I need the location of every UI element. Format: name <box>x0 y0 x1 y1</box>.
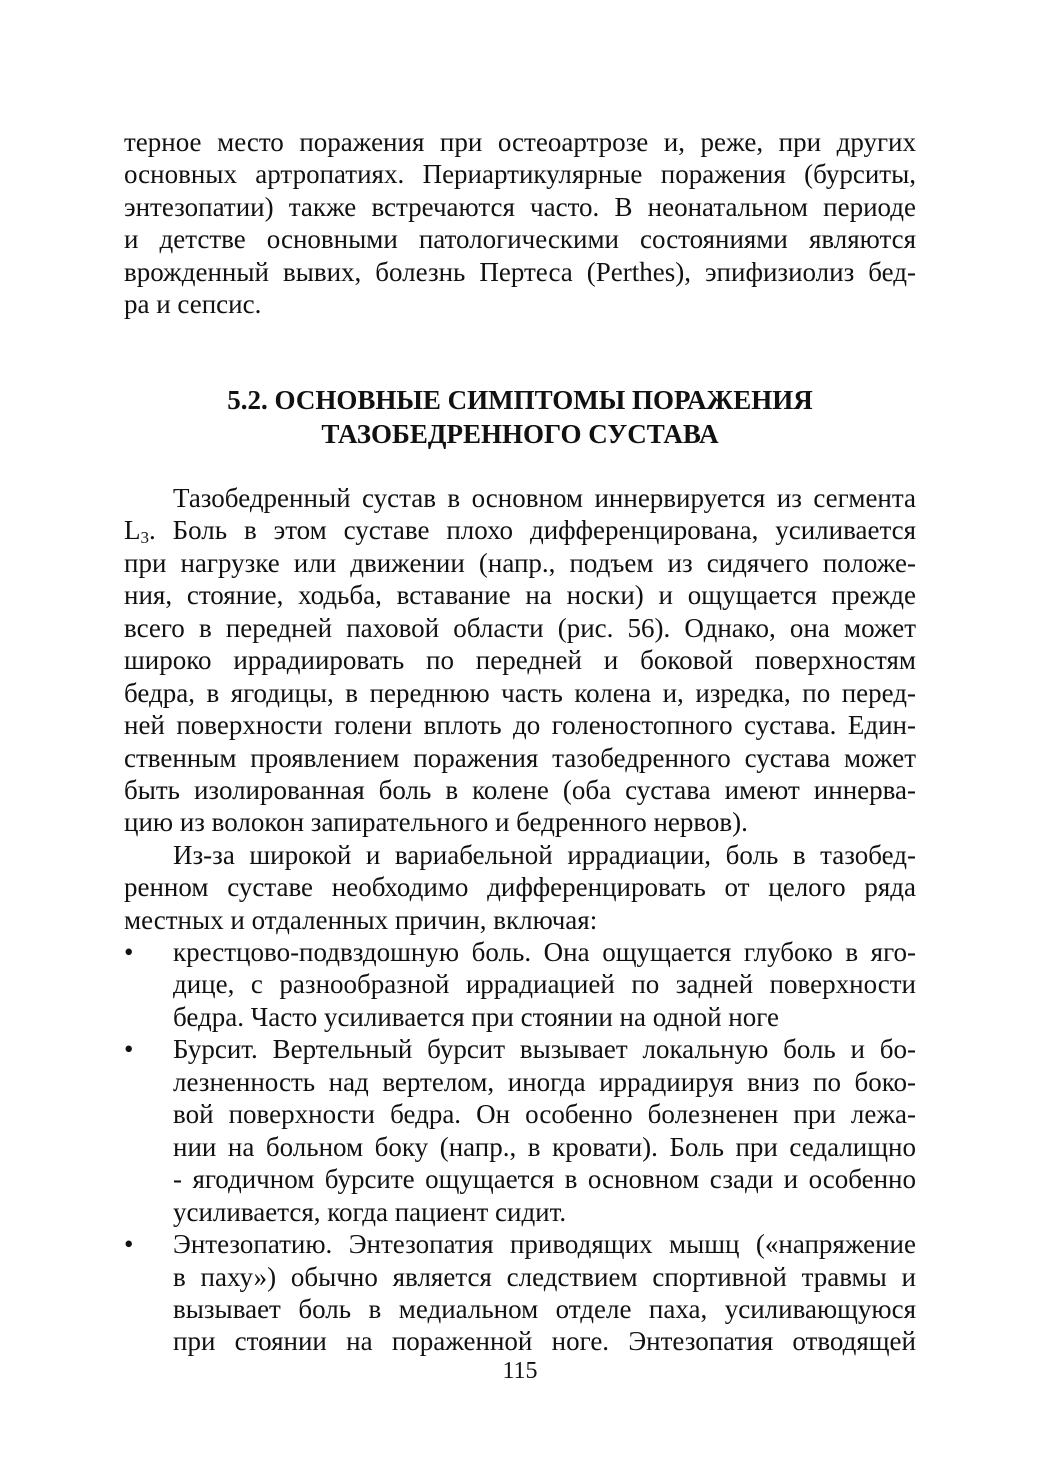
bullet-marker: • <box>124 1034 134 1064</box>
bullet-marker: • <box>124 937 134 967</box>
bullet-marker: • <box>124 1229 134 1259</box>
para1-line2-rest: . Боль в этом суставе плохо дифференцирована, усиливается <box>149 515 916 545</box>
bullet-item-line: дице, с разнообразной иррадиацией по задней поверхности <box>173 969 916 999</box>
bullet-item-line: при стоянии на пораженной ноге. Энтезопатия отводящей <box>173 1326 916 1356</box>
para1-line: широко иррадиировать по передней и боковой поверхностям <box>124 645 916 675</box>
segment-subscript: 3 <box>140 528 149 547</box>
bullet-item-line: вой поверхности бедра. Он особенно болезненен при лежа- <box>173 1099 916 1129</box>
bullet-item-line: бедра. Часто усиливается при стоянии на одной ноге <box>173 1002 779 1032</box>
para1-line: ния, стояние, ходьба, вставание на носки) и ощущается прежде <box>124 580 916 610</box>
segment-letter: L <box>124 515 141 545</box>
intro-line: энтезопатии) также встречаются часто. В неонатальном периоде <box>124 192 916 222</box>
section-heading-line1: 5.2. ОСНОВНЫЕ СИМПТОМЫ ПОРАЖЕНИЯ <box>227 385 813 415</box>
para1-line-l3 <box>124 514 916 546</box>
para2-line: ренном суставе необходимо дифференцировать от целого ряда <box>124 872 916 902</box>
bullet-item-line: - ягодичном бурсите ощущается в основном сзади и особенно <box>173 1164 916 1194</box>
para1-line: бедра, в ягодицы, в переднюю часть колена и, изредка, по перед- <box>124 678 916 708</box>
bullet-item-line: в паху») обычно является следствием спортивной травмы и <box>173 1262 916 1292</box>
bullet-item-line: крестцово-подвздошную боль. Она ощущается глубоко в яго- <box>173 937 916 967</box>
para1-line: всего в передней паховой области (рис. 56). Однако, она может <box>124 613 916 643</box>
bullet-item-line: нии на больном боку (напр., в кровати). Боль при седалищно <box>173 1132 916 1162</box>
intro-line: ра и сепсис. <box>124 289 262 319</box>
para1-line: Тазобедренный сустав в основном иннервируется из сегмента <box>173 483 916 513</box>
para1-line: при нагрузке или движении (напр., подъем из сидячего положе- <box>124 548 916 578</box>
para1-line: цию из волокон запирательного и бедренного нервов). <box>124 807 748 837</box>
bullet-item-line: усиливается, когда пациент сидит. <box>173 1197 567 1227</box>
intro-line: основных артропатиях. Периартикулярные поражения (бурситы, <box>124 159 916 189</box>
bullet-item-line: лезненность над вертелом, иногда иррадиируя вниз по боко- <box>173 1067 916 1097</box>
intro-line: терное место поражения при остеоартрозе и, реже, при других <box>124 127 916 157</box>
bullet-item-line: Энтезопатию. Энтезопатия приводящих мышц («напряжение <box>173 1229 916 1259</box>
para1-line: ственным проявлением поражения тазобедренного сустава может <box>124 743 916 773</box>
section-heading-line2: ТАЗОБЕДРЕННОГО СУСТАВА <box>321 419 719 449</box>
para1-line: быть изолированная боль в колене (оба сустава имеют иннерва- <box>124 775 916 805</box>
intro-line: врожденный вывих, болезнь Пертеса (Perthes), эпифизиолиз бед- <box>124 257 916 287</box>
para2-line: местных и отдаленных причин, включая: <box>124 905 598 935</box>
page-number: 115 <box>502 1358 538 1384</box>
bullet-item-line: Бурсит. Вертельный бурсит вызывает локальную боль и бо- <box>173 1034 916 1064</box>
bullet-item-line: вызывает боль в медиальном отделе паха, усиливающуюся <box>173 1294 916 1324</box>
para1-line: ней поверхности голени вплоть до голеностопного сустава. Един- <box>124 710 916 740</box>
intro-line: и детстве основными патологическими состояниями являются <box>124 224 916 254</box>
para2-line: Из-за широкой и вариабельной иррадиации, боль в тазобед- <box>173 840 916 870</box>
